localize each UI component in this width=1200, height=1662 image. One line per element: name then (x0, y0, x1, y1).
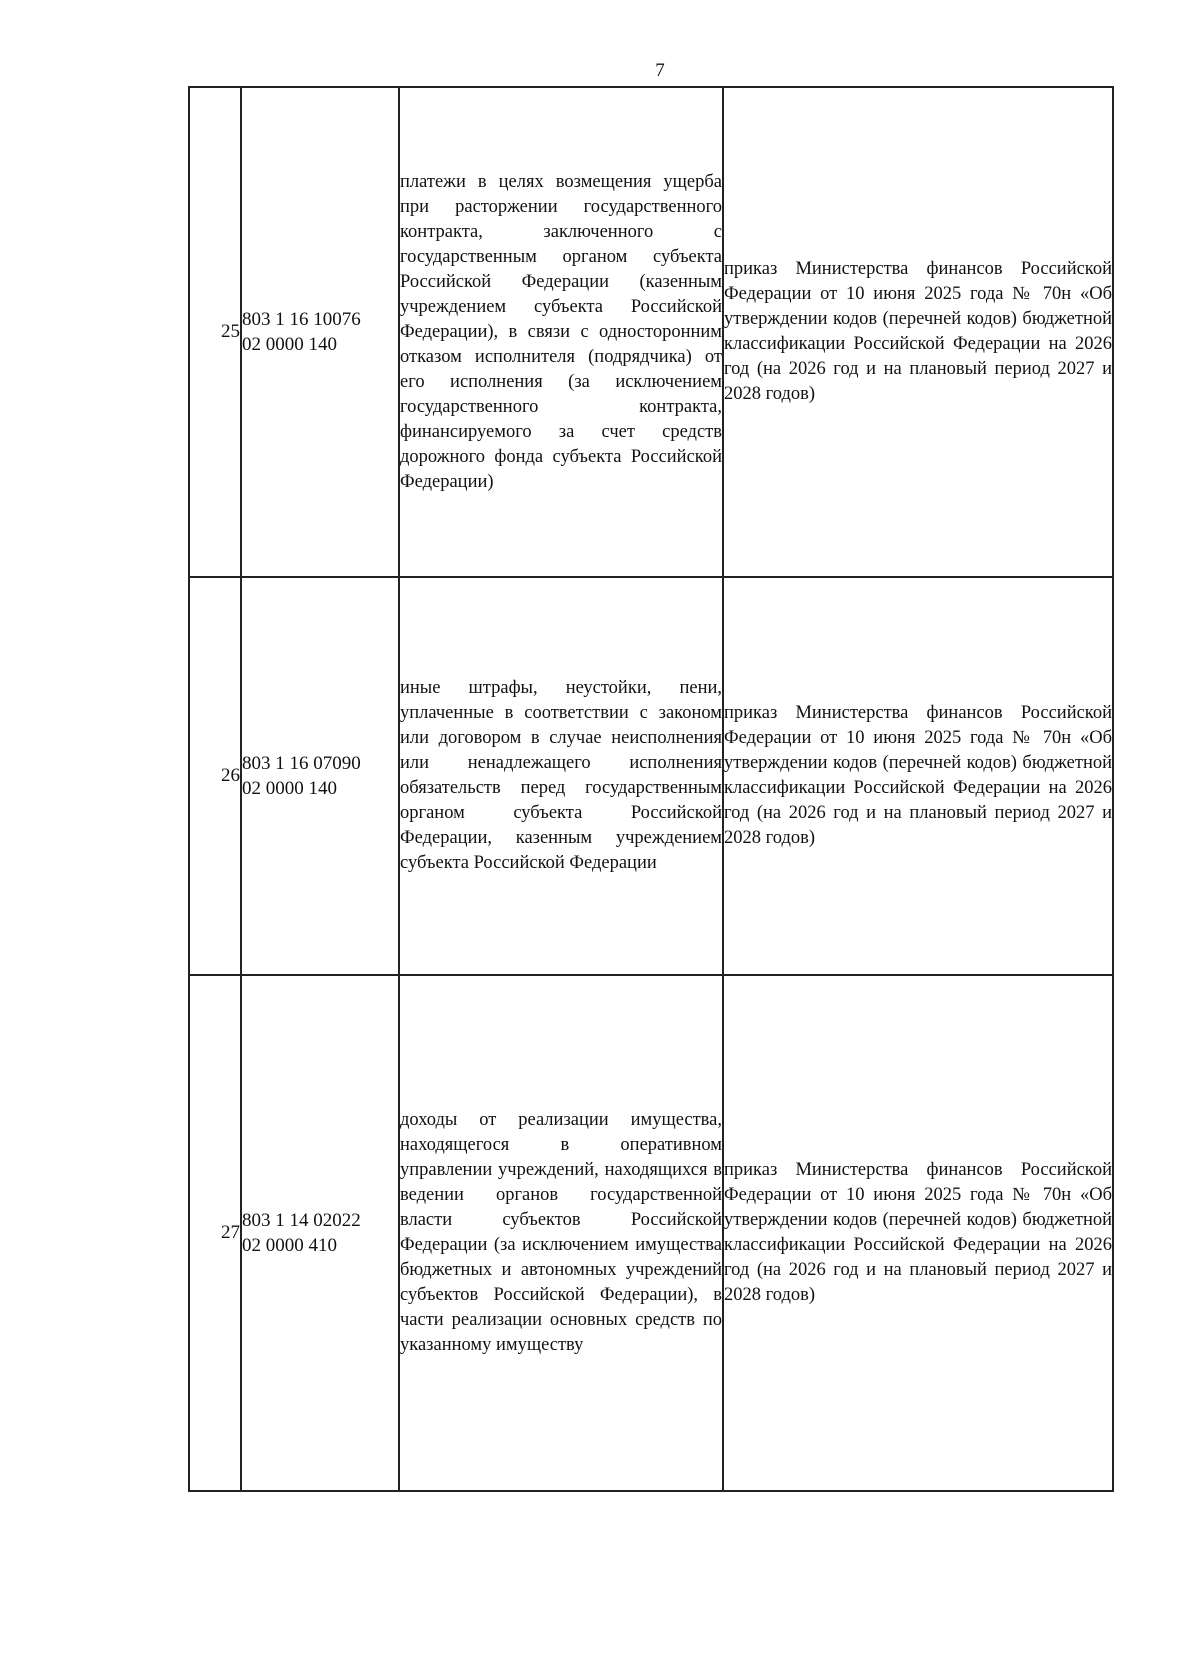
revenue-codes-table (188, 86, 1114, 1492)
budget-code-line1: 803 1 16 10076 (242, 309, 361, 330)
table-row (189, 975, 1113, 1491)
revenue-description: платежи в целях возмещения ущерба при расторжении государственного контракта, заключенного с государственным органом субъекта Российской Федерации (казенным учреждением субъекта Российской Федерации), в связи с односторонним отказом исполнителя (подрядчика) от его исполнения (за исключением государственного контракта, финансируемого за счет средств дорожного фонда субъекта Российской Федерации) (399, 87, 723, 577)
budget-code-line2: 02 0000 140 (242, 334, 337, 355)
legal-basis: приказ Министерства финансов Российской Федерации от 10 июня 2025 года № 70н «Об утверждении кодов (перечней кодов) бюджетной классификации Российской Федерации на 2026 год (на 2026 год и на плановый период 2027 и 2028 годов) (723, 975, 1113, 1491)
budget-code-line2: 02 0000 140 (242, 778, 337, 799)
page-number: 7 (655, 60, 665, 81)
budget-code-cell (241, 975, 399, 1491)
legal-basis: приказ Министерства финансов Российской Федерации от 10 июня 2025 года № 70н «Об утверждении кодов (перечней кодов) бюджетной классификации Российской Федерации на 2026 год (на 2026 год и на плановый период 2027 и 2028 годов) (723, 87, 1113, 577)
row-number: 25 (189, 87, 241, 577)
budget-code-line1: 803 1 14 02022 (242, 1210, 361, 1231)
table-row (189, 87, 1113, 577)
row-number: 27 (189, 975, 241, 1491)
revenue-description: доходы от реализации имущества, находящегося в оперативном управлении учреждений, находящихся в ведении органов государственной власти субъектов Российской Федерации (за исключением имущества бюджетных и автономных учреждений субъектов Российской Федерации), в части реализации основных средств по указанному имуществу (399, 975, 723, 1491)
legal-basis: приказ Министерства финансов Российской Федерации от 10 июня 2025 года № 70н «Об утверждении кодов (перечней кодов) бюджетной классификации Российской Федерации на 2026 год (на 2026 год и на плановый период 2027 и 2028 годов) (723, 577, 1113, 975)
budget-code-cell (241, 87, 399, 577)
row-number: 26 (189, 577, 241, 975)
budget-code-line1: 803 1 16 07090 (242, 753, 361, 774)
revenue-description: иные штрафы, неустойки, пени, уплаченные в соответствии с законом или договором в случае неисполнения или ненадлежащего исполнения обязательств перед государственным органом субъекта Российской Федерации, казенным учреждением субъекта Российской Федерации (399, 577, 723, 975)
budget-code-line2: 02 0000 410 (242, 1235, 337, 1256)
budget-code-cell (241, 577, 399, 975)
table-row (189, 577, 1113, 975)
